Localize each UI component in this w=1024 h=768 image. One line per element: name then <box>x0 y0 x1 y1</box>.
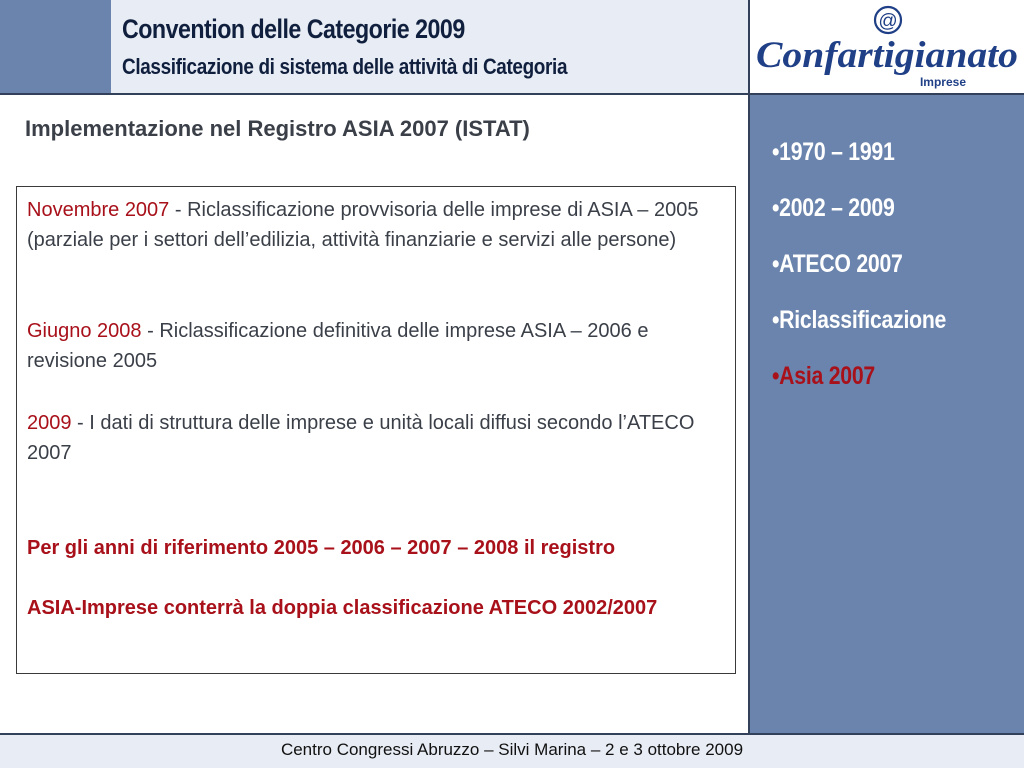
paragraph-novembre-2007 <box>27 195 727 255</box>
slide-subtitle: Classificazione di sistema delle attività di Categoria <box>122 54 568 79</box>
paragraph-2009 <box>27 408 727 468</box>
logo-graphic <box>750 0 1024 93</box>
paragraph-text: - I dati di struttura delle imprese e unità locali diffusi secondo l’ATECO 2007 <box>27 412 695 464</box>
sidebar-item-label: Asia 2007 <box>779 362 875 390</box>
paragraph-date: Giugno 2008 <box>27 320 142 342</box>
logo-wordmark: Confartigianato <box>756 35 1018 76</box>
paragraph-date: 2009 <box>27 412 72 434</box>
at-sign-icon: @ <box>878 11 898 32</box>
bullet-icon: • <box>772 194 780 222</box>
bullet-icon: • <box>772 362 780 390</box>
sidebar-item-2002-2009 <box>772 194 895 223</box>
confartigianato-logo <box>750 0 1024 93</box>
bullet-icon: • <box>772 250 780 278</box>
section-heading: Implementazione nel Registro ASIA 2007 (ISTAT) <box>25 116 530 141</box>
paragraph-date: Novembre 2007 <box>27 199 170 221</box>
footer-text: Centro Congressi Abruzzo – Silvi Marina – 2 e 3 ottobre 2009 <box>280 740 744 759</box>
paragraph-text: - Riclassificazione definitiva delle imprese ASIA – 2006 e revisione 2005 <box>27 320 649 372</box>
header-left-block <box>0 0 111 93</box>
sidebar-item-label: 2002 – 2009 <box>779 194 895 222</box>
sidebar-item-1970-1991 <box>772 138 895 167</box>
sidebar-item-asia-2007 <box>772 362 875 391</box>
paragraph-giugno-2008 <box>27 316 727 376</box>
sidebar-item-label: Riclassificazione <box>779 306 947 334</box>
paragraph-text: - Riclassificazione provvisoria delle imprese di ASIA – 2005 (parziale per i settori dell’edilizia, attività finanziarie e servizi alle persone) <box>27 199 699 251</box>
sidebar-item-label: ATECO 2007 <box>779 250 903 278</box>
sidebar <box>750 95 1024 733</box>
bullet-icon: • <box>772 138 780 166</box>
note-line-2: ASIA-Imprese conterrà la doppia classificazione ATECO 2002/2007 <box>27 597 658 619</box>
sidebar-item-ateco-2007 <box>772 250 903 279</box>
slide-title: Convention delle Categorie 2009 <box>122 14 465 44</box>
sidebar-item-riclassificazione <box>772 306 946 335</box>
note-line-1: Per gli anni di riferimento 2005 – 2006 – 2007 – 2008 il registro <box>27 537 616 559</box>
bullet-icon: • <box>772 306 780 334</box>
sidebar-item-label: 1970 – 1991 <box>779 138 895 166</box>
logo-subtitle: Imprese <box>919 75 966 89</box>
